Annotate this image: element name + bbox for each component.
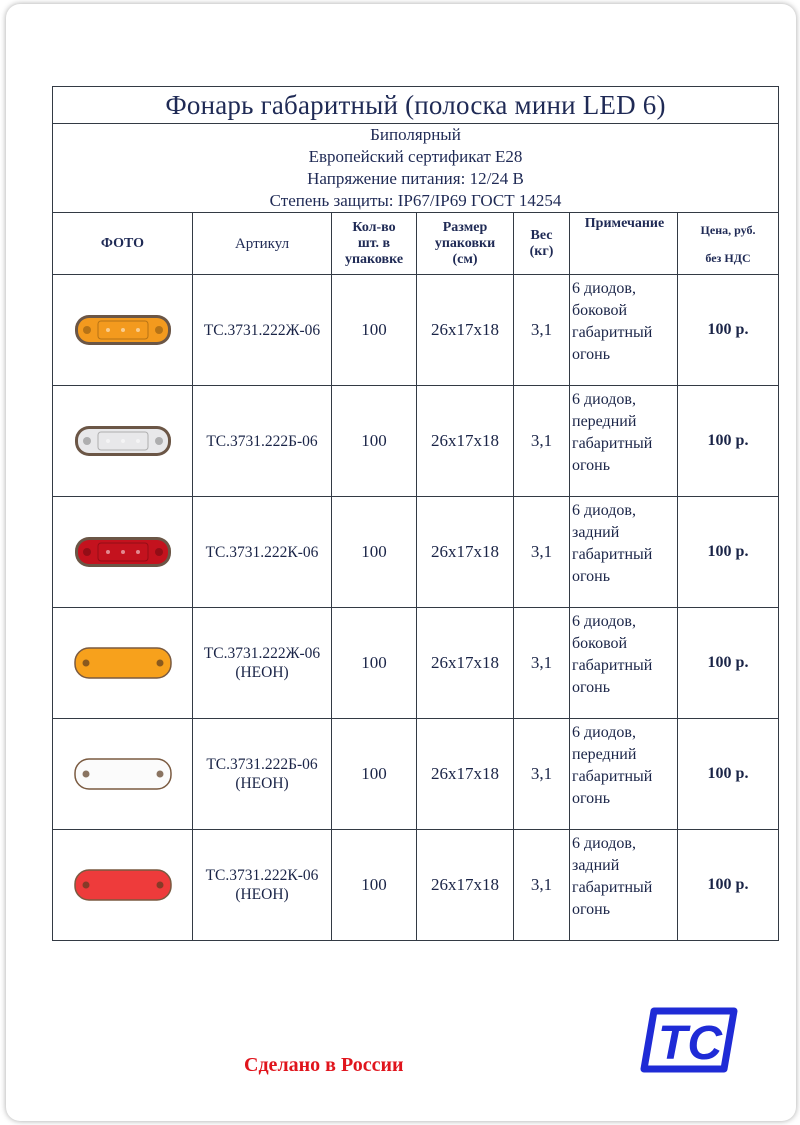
article-cell xyxy=(193,275,332,386)
article-cell xyxy=(193,497,332,608)
info-line: Степень защиты: IP67/IP69 ГОСТ 14254 xyxy=(269,191,562,210)
note-line: 6 диодов, xyxy=(572,724,636,741)
info-line: Европейский сертификат Е28 xyxy=(308,147,523,166)
note-line: габаритный xyxy=(572,324,653,341)
price-cell: 100 р. xyxy=(678,830,779,941)
size-cell: 26х17х18 xyxy=(417,608,514,719)
red-led-lamp-icon xyxy=(73,534,173,570)
header-qty xyxy=(332,213,417,275)
price-cell: 100 р. xyxy=(678,386,779,497)
note-cell xyxy=(570,719,678,830)
article-line: ТС.3731.222Ж-06 xyxy=(203,321,321,339)
photo-cell xyxy=(53,830,193,941)
header-price-line: без НДС xyxy=(705,250,751,265)
product-info xyxy=(53,124,779,213)
note-line: габаритный xyxy=(572,657,653,674)
note-line: 6 диодов, xyxy=(572,613,636,630)
note-line: задний xyxy=(572,857,620,874)
header-photo: ФОТО xyxy=(53,213,193,275)
header-price xyxy=(678,213,779,275)
header-weight-line: Вес xyxy=(530,227,553,243)
table-row xyxy=(53,275,779,386)
header-note: Примечание xyxy=(570,213,678,275)
article-line: ТС.3731.222Б-06 xyxy=(206,432,318,450)
article-cell xyxy=(193,830,332,941)
article-line: ТС.3731.222Б-06 xyxy=(206,756,318,773)
amber-neon-lamp-icon xyxy=(73,645,173,681)
qty-cell: 100 xyxy=(332,386,417,497)
article-line: (НЕОН) xyxy=(235,664,289,681)
note-line: огонь xyxy=(572,346,611,363)
weight-cell: 3,1 xyxy=(514,386,570,497)
note-cell xyxy=(570,830,678,941)
photo-cell xyxy=(53,497,193,608)
header-size-line: (см) xyxy=(452,251,478,267)
photo-cell xyxy=(53,608,193,719)
article-line: (НЕОН) xyxy=(235,886,289,903)
header-size-line: упаковки xyxy=(434,235,496,251)
weight-cell: 3,1 xyxy=(514,497,570,608)
size-cell: 26х17х18 xyxy=(417,497,514,608)
price-cell: 100 р. xyxy=(678,497,779,608)
table-header xyxy=(53,213,779,275)
qty-cell: 100 xyxy=(332,719,417,830)
note-cell xyxy=(570,497,678,608)
note-line: огонь xyxy=(572,457,611,474)
note-line: боковой xyxy=(572,302,628,319)
white-led-lamp-icon xyxy=(73,423,173,459)
note-cell xyxy=(570,275,678,386)
price-cell: 100 р. xyxy=(678,608,779,719)
article-line: ТС.3731.222К-06 xyxy=(205,867,319,884)
note-line: габаритный xyxy=(572,546,653,563)
size-cell: 26х17х18 xyxy=(417,719,514,830)
photo-cell xyxy=(53,275,193,386)
note-line: передний xyxy=(572,413,637,430)
white-neon-lamp-icon xyxy=(73,756,173,792)
weight-cell: 3,1 xyxy=(514,830,570,941)
header-size xyxy=(417,213,514,275)
table-row xyxy=(53,497,779,608)
table-row xyxy=(53,386,779,497)
note-line: 6 диодов, xyxy=(572,280,636,297)
note-line: 6 диодов, xyxy=(572,502,636,519)
note-line: 6 диодов, xyxy=(572,391,636,408)
size-cell: 26х17х18 xyxy=(417,386,514,497)
note-line: габаритный xyxy=(572,435,653,452)
note-line: габаритный xyxy=(572,879,653,896)
header-qty-line: упаковке xyxy=(344,251,404,267)
table-row xyxy=(53,608,779,719)
qty-cell: 100 xyxy=(332,275,417,386)
header-price-line: Цена, руб. xyxy=(700,222,756,237)
header-qty-line: шт. в xyxy=(357,235,391,251)
red-neon-lamp-icon xyxy=(73,867,173,903)
note-line: огонь xyxy=(572,790,611,807)
note-line: огонь xyxy=(572,679,611,696)
amber-led-lamp-icon xyxy=(73,312,173,348)
header-weight-line: (кг) xyxy=(529,243,554,259)
article-cell xyxy=(193,608,332,719)
qty-cell: 100 xyxy=(332,830,417,941)
price-table xyxy=(52,86,779,941)
photo-cell xyxy=(53,719,193,830)
tc-logo-icon xyxy=(640,1007,738,1073)
weight-cell: 3,1 xyxy=(514,719,570,830)
header-qty-line: Кол-во xyxy=(352,219,396,235)
article-line: (НЕОН) xyxy=(235,775,289,792)
article-cell xyxy=(193,386,332,497)
info-line: Биполярный xyxy=(370,125,461,144)
header-article: Артикул xyxy=(193,213,332,275)
note-line: огонь xyxy=(572,901,611,918)
price-cell: 100 р. xyxy=(678,275,779,386)
document-title: Фонарь габаритный (полоска мини LED 6) xyxy=(53,87,779,124)
made-in-russia: Сделано в России xyxy=(244,1054,404,1076)
note-cell xyxy=(570,608,678,719)
note-line: огонь xyxy=(572,568,611,585)
price-cell: 100 р. xyxy=(678,719,779,830)
qty-cell: 100 xyxy=(332,497,417,608)
photo-cell xyxy=(53,386,193,497)
article-line: ТС.3731.222К-06 xyxy=(205,543,319,561)
size-cell: 26х17х18 xyxy=(417,275,514,386)
header-size-line: Размер xyxy=(442,219,488,235)
note-cell xyxy=(570,386,678,497)
info-line: Напряжение питания: 12/24 В xyxy=(307,169,524,188)
table-row xyxy=(53,830,779,941)
note-line: 6 диодов, xyxy=(572,835,636,852)
size-cell: 26х17х18 xyxy=(417,830,514,941)
header-weight xyxy=(514,213,570,275)
article-line: ТС.3731.222Ж-06 xyxy=(203,645,321,662)
logo-text: ТС xyxy=(658,1017,722,1070)
weight-cell: 3,1 xyxy=(514,608,570,719)
note-line: габаритный xyxy=(572,768,653,785)
note-line: боковой xyxy=(572,635,628,652)
table-row xyxy=(53,719,779,830)
qty-cell: 100 xyxy=(332,608,417,719)
article-cell xyxy=(193,719,332,830)
weight-cell: 3,1 xyxy=(514,275,570,386)
note-line: задний xyxy=(572,524,620,541)
note-line: передний xyxy=(572,746,637,763)
